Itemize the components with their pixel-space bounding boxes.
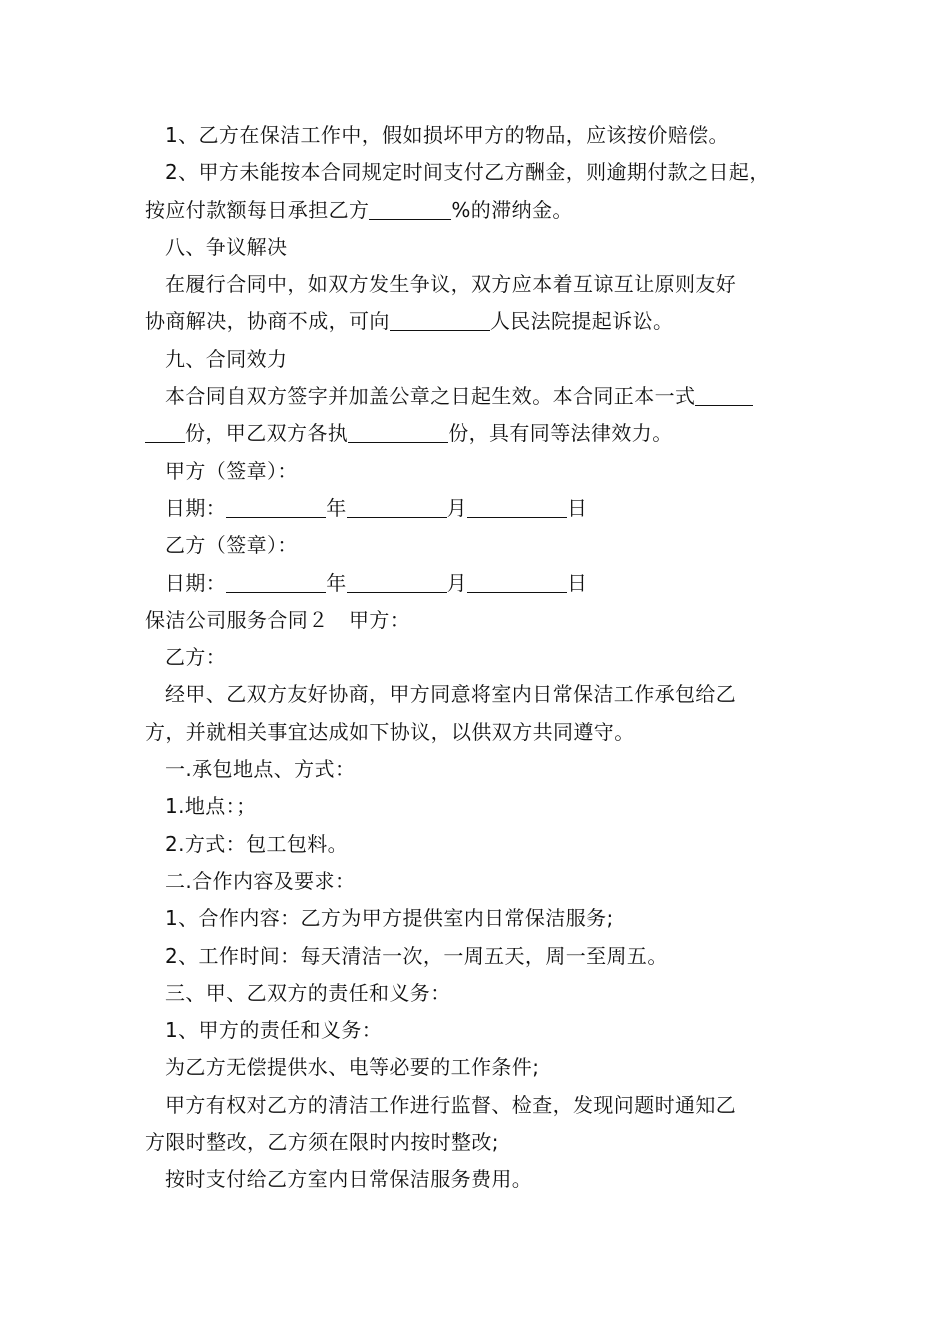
party-b-label: 乙方： xyxy=(165,645,227,670)
section-heading-location: 一.承包地点、方式： xyxy=(165,757,356,782)
clause-working-time: 2、工作时间：每天清洁一次，一周五天，周一至周五。 xyxy=(165,943,668,968)
party-a-year-blank[interactable] xyxy=(226,495,326,518)
preamble-cont: 方，并就相关事宜达成如下协议，以供双方共同遵守。 xyxy=(145,719,635,744)
clause-late-payment: 2、甲方未能按本合同规定时间支付乙方酬金，则逾期付款之日起， xyxy=(165,160,770,185)
party-b-day-blank[interactable] xyxy=(467,570,567,593)
section-heading-effect: 九、合同效力 xyxy=(165,346,288,371)
section-heading-responsibilities: 三、甲、乙双方的责任和义务： xyxy=(165,980,451,1005)
party-a-signature: 甲方（签章）： xyxy=(165,458,298,483)
party-b-signature: 乙方（签章）： xyxy=(165,533,298,558)
clause-late-payment-cont: 按应付款额每日承担乙方 %的滞纳金。 xyxy=(145,197,573,222)
clause-location: 1.地点：； xyxy=(165,794,257,819)
contract-text xyxy=(145,117,825,1199)
copies-count-blank-cont[interactable] xyxy=(145,420,185,443)
section-heading-dispute: 八、争议解决 xyxy=(165,234,288,259)
copies-count-blank[interactable] xyxy=(695,383,753,406)
duty-provide-utilities: 为乙方无偿提供水、电等必要的工作条件; xyxy=(165,1055,540,1080)
clause-dispute-cont: 协商解决，协商不成，可向 人民法院提起诉讼。 xyxy=(145,309,674,334)
contract-2-title: 保洁公司服务合同２ 甲方： xyxy=(145,607,411,632)
party-a-month-blank[interactable] xyxy=(347,495,447,518)
party-a-date: 日期： 年 月 日 xyxy=(165,495,588,520)
section-heading-cooperation: 二.合作内容及要求： xyxy=(165,868,356,893)
duty-payment: 按时支付给乙方室内日常保洁服务费用。 xyxy=(165,1167,533,1192)
copies-each-blank[interactable] xyxy=(348,420,448,443)
duty-supervision-cont: 方限时整改，乙方须在限时内按时整改; xyxy=(145,1130,499,1155)
late-fee-percent-blank[interactable] xyxy=(369,197,451,220)
party-b-date: 日期： 年 月 日 xyxy=(165,570,588,595)
court-name-blank[interactable] xyxy=(390,308,490,331)
clause-effect: 本合同自双方签字并加盖公章之日起生效。本合同正本一式 xyxy=(145,378,825,415)
subheading-party-a-duties: 1、甲方的责任和义务： xyxy=(165,1018,383,1043)
clause-effect-cont: 份，甲乙双方各执 份，具有同等法律效力。 xyxy=(145,415,825,452)
party-b-year-blank[interactable] xyxy=(226,570,326,593)
duty-supervision: 甲方有权对乙方的清洁工作进行监督、检查，发现问题时通知乙 xyxy=(165,1092,737,1117)
preamble: 经甲、乙双方友好协商，甲方同意将室内日常保洁工作承包给乙 xyxy=(165,682,737,707)
party-b-month-blank[interactable] xyxy=(347,570,447,593)
clause-cooperation-content: 1、合作内容：乙方为甲方提供室内日常保洁服务; xyxy=(165,906,614,931)
clause-method: 2.方式：包工包料。 xyxy=(165,831,349,856)
party-a-day-blank[interactable] xyxy=(467,495,567,518)
clause-dispute: 在履行合同中，如双方发生争议，双方应本着互谅互让原则友好 xyxy=(165,272,737,297)
clause-damage-compensation: 1、乙方在保洁工作中，假如损坏甲方的物品，应该按价赔偿。 xyxy=(165,123,729,147)
